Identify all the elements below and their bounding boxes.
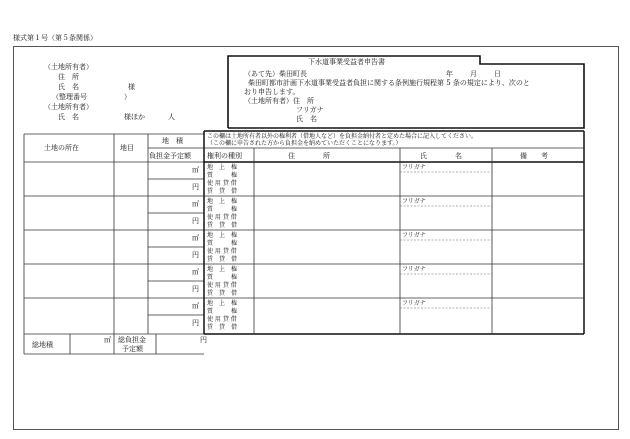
header-chimoku: 地目 bbox=[120, 144, 134, 152]
header-location: 土地の所在 bbox=[44, 144, 79, 152]
total-burden-label-2: 予定額 bbox=[122, 345, 143, 353]
total-burden-unit: 円 bbox=[200, 336, 207, 344]
unit-area: ㎡ bbox=[192, 200, 199, 208]
header-name: 氏 名 bbox=[420, 152, 462, 160]
header-remarks: 備 考 bbox=[520, 152, 548, 160]
unit-yen: 円 bbox=[192, 319, 199, 327]
total-area-label: 総地積 bbox=[32, 341, 53, 349]
unit-yen: 円 bbox=[192, 183, 199, 191]
right-superficies: 地 上 権 bbox=[207, 164, 238, 171]
right-lease: 賃 貸 借 bbox=[207, 222, 238, 229]
notice-name: 氏 名 bbox=[296, 115, 317, 123]
header-burden: 負担金予定額 bbox=[149, 152, 191, 160]
sama-hoka-label: 様ほか bbox=[124, 113, 145, 121]
right-pledge: 質 権 bbox=[207, 240, 238, 247]
furigana-label: フリガナ bbox=[402, 198, 426, 205]
right-lease: 賃 貸 借 bbox=[207, 188, 238, 195]
right-pledge: 質 権 bbox=[207, 206, 238, 213]
right-pledge: 質 権 bbox=[207, 308, 238, 315]
header-address: 住 所 bbox=[288, 152, 330, 160]
date-day: 日 bbox=[494, 70, 501, 78]
right-pledge: 質 権 bbox=[207, 274, 238, 281]
address-label: 住 所 bbox=[58, 73, 79, 81]
right-lease: 賃 貸 借 bbox=[207, 256, 238, 263]
name-label: 氏 名 bbox=[58, 83, 79, 91]
right-lease: 賃 貸 借 bbox=[207, 324, 238, 331]
header-area: 地 積 bbox=[162, 137, 183, 145]
right-lease: 賃 貸 借 bbox=[207, 290, 238, 297]
notice-line2: （この欄に申告された方から負担金を納めていただくことになります。） bbox=[207, 140, 402, 147]
sama-label: 様 bbox=[128, 83, 135, 91]
notice-furigana: フリガナ bbox=[296, 106, 324, 114]
date-month: 月 bbox=[470, 70, 477, 78]
notice-addressee: （あて先）柴田町長 bbox=[244, 70, 307, 78]
furigana-label: フリガナ bbox=[402, 232, 426, 239]
owner-header-2: （土地所有者） bbox=[44, 103, 93, 111]
notice-title: 下水道事業受益者申告書 bbox=[308, 58, 385, 66]
nin-label: 人 bbox=[168, 113, 175, 121]
right-loan: 使 用 貸 借 bbox=[207, 282, 237, 289]
unit-yen: 円 bbox=[192, 217, 199, 225]
seiri-close: ） bbox=[124, 93, 131, 101]
total-area-unit: ㎡ bbox=[104, 336, 111, 344]
right-loan: 使 用 貸 借 bbox=[207, 316, 237, 323]
seiri-label: （整理番号 bbox=[52, 93, 87, 101]
right-superficies: 地 上 権 bbox=[207, 300, 238, 307]
name-label-2: 氏 名 bbox=[58, 113, 79, 121]
unit-area: ㎡ bbox=[192, 234, 199, 242]
total-burden-label-1: 総負担金 bbox=[118, 336, 146, 344]
furigana-label: フリガナ bbox=[402, 266, 426, 273]
right-loan: 使 用 貸 借 bbox=[207, 248, 237, 255]
furigana-label: フリガナ bbox=[402, 164, 426, 171]
owner-header: （土地所有者） bbox=[44, 63, 93, 71]
header-right-type: 権利の種別 bbox=[207, 152, 242, 160]
right-superficies: 地 上 権 bbox=[207, 232, 238, 239]
notice-body-line1: 柴田町都市計画下水道事業受益者負担に関する条例施行規程第 5 条の規定により、次のと bbox=[248, 79, 530, 87]
notice-owner-address: （土地所有者）住 所 bbox=[244, 97, 314, 105]
right-loan: 使 用 貸 借 bbox=[207, 180, 237, 187]
date-year: 年 bbox=[446, 70, 453, 78]
unit-area: ㎡ bbox=[192, 302, 199, 310]
notice-body-line2: おり申告します。 bbox=[244, 88, 300, 96]
form-number: 様式第１号（第５条関係） bbox=[13, 34, 97, 42]
right-pledge: 質 権 bbox=[207, 172, 238, 179]
right-loan: 使 用 貸 借 bbox=[207, 214, 237, 221]
unit-area: ㎡ bbox=[192, 166, 199, 174]
notice-line1: この欄は土地所有者以外の権利者（借地人など）を負担金納付者と定めた場合に記入してください。 bbox=[207, 133, 478, 140]
unit-yen: 円 bbox=[192, 251, 199, 259]
furigana-label: フリガナ bbox=[402, 300, 426, 307]
unit-area: ㎡ bbox=[192, 268, 199, 276]
unit-yen: 円 bbox=[192, 285, 199, 293]
right-superficies: 地 上 権 bbox=[207, 266, 238, 273]
right-superficies: 地 上 権 bbox=[207, 198, 238, 205]
